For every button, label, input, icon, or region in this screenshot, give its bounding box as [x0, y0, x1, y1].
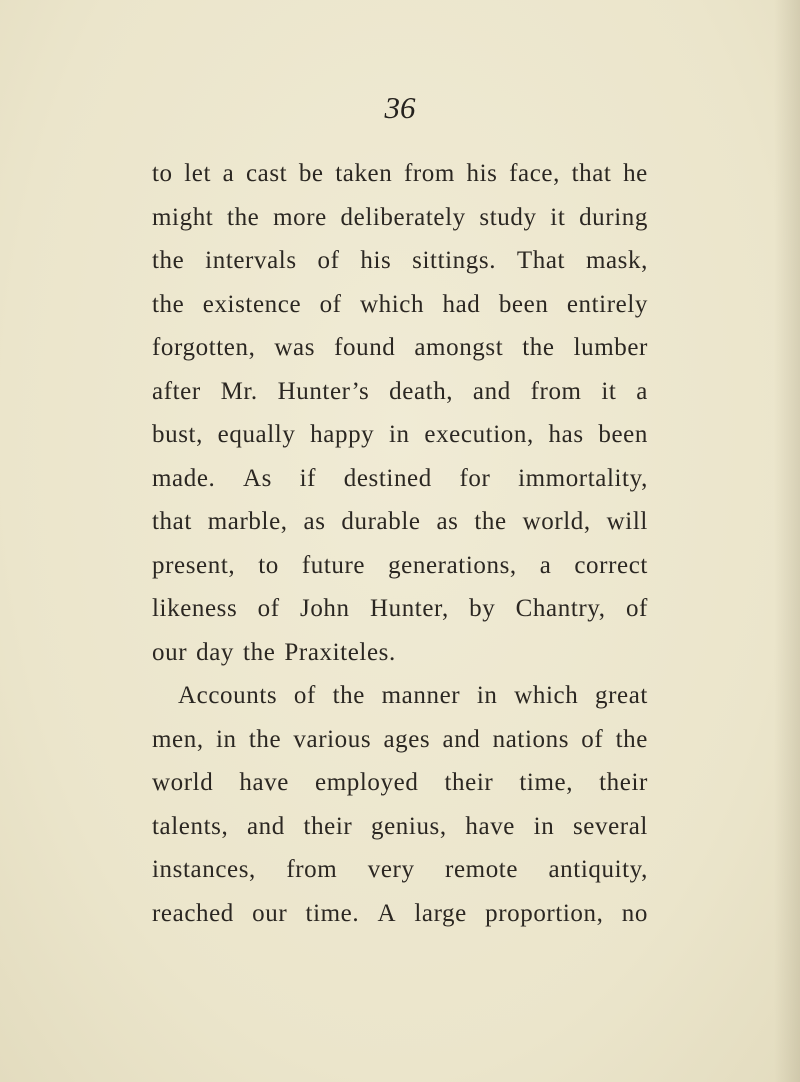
text-line	[152, 326, 648, 370]
word: in	[389, 421, 410, 448]
word: have	[239, 769, 289, 796]
word: had	[442, 290, 481, 318]
word: reached	[152, 899, 234, 927]
word: of	[319, 290, 342, 318]
text-line	[152, 631, 648, 675]
word: lumber	[573, 334, 648, 361]
word: during	[579, 203, 648, 231]
word: forgotten,	[152, 334, 256, 361]
word: his	[360, 247, 392, 274]
word: instances,	[152, 856, 256, 883]
text-line	[152, 718, 648, 762]
word: durable	[341, 508, 421, 535]
word: execution,	[424, 421, 534, 448]
word: the	[152, 247, 185, 274]
word: talents,	[152, 812, 229, 840]
word: marble,	[207, 508, 288, 535]
word: has	[548, 421, 584, 448]
word: entirely	[566, 290, 648, 318]
word: which	[514, 682, 579, 709]
word: our	[252, 899, 288, 927]
word: Chantry,	[515, 595, 606, 622]
word: their	[444, 769, 494, 796]
text-line	[152, 196, 648, 240]
word: intervals	[205, 247, 297, 274]
body-text	[152, 152, 648, 935]
word: of	[293, 682, 316, 709]
text-line	[152, 500, 648, 544]
word: been	[498, 290, 549, 318]
word: death,	[389, 377, 454, 405]
word: nations	[492, 725, 570, 753]
word: let	[184, 160, 212, 187]
word: a	[636, 377, 648, 405]
word: various	[293, 725, 372, 753]
word: in	[476, 682, 498, 709]
word: more	[273, 203, 327, 231]
word: very	[367, 856, 415, 883]
word: cast	[245, 160, 288, 187]
word: it	[550, 203, 566, 231]
text-line	[152, 587, 648, 631]
word: of	[625, 595, 648, 622]
word: made.	[152, 464, 216, 492]
word: and	[472, 377, 511, 405]
word: be	[298, 160, 324, 187]
word: immortality,	[518, 464, 648, 492]
word: correct	[574, 551, 648, 579]
word: John	[300, 595, 350, 622]
word: A	[377, 899, 397, 927]
word: equally	[217, 421, 296, 448]
word: Hunter,	[369, 595, 449, 622]
text-line	[152, 892, 648, 936]
text-line	[152, 457, 648, 501]
word: happy	[310, 421, 375, 448]
word: future	[301, 551, 366, 579]
word: our	[152, 638, 188, 666]
word: by	[469, 595, 496, 622]
text-line	[152, 239, 648, 283]
word: of	[317, 247, 340, 274]
word: deliberately	[340, 203, 466, 231]
word: time.	[305, 899, 360, 927]
word: found	[334, 334, 396, 361]
word: might	[152, 203, 214, 231]
word: their	[303, 812, 353, 840]
word: the	[332, 682, 365, 709]
word: Mr.	[220, 377, 258, 405]
word: have	[465, 812, 515, 840]
word: world,	[522, 508, 591, 535]
word: several	[572, 812, 648, 840]
word: after	[152, 377, 201, 405]
word: and	[246, 812, 285, 840]
word: large	[414, 899, 467, 927]
word: world	[152, 769, 214, 796]
word: which	[360, 290, 425, 318]
word: destined	[343, 464, 432, 492]
text-line	[152, 805, 648, 849]
word: to	[258, 551, 279, 579]
word: taken	[335, 160, 393, 187]
word: Hunter’s	[277, 377, 370, 405]
text-line	[152, 544, 648, 588]
word: employed	[315, 769, 419, 796]
word: time,	[519, 769, 574, 796]
word: in	[215, 725, 237, 753]
word: manner	[381, 682, 461, 709]
word: as	[436, 508, 459, 535]
word: the	[248, 725, 282, 753]
word: proportion,	[485, 899, 604, 927]
word: Praxiteles.	[284, 638, 396, 666]
word: a	[222, 160, 235, 187]
page-number: 36	[384, 90, 416, 125]
word: that	[571, 160, 612, 187]
word: will	[606, 508, 648, 535]
word: genius,	[371, 812, 447, 840]
word: of	[581, 725, 604, 753]
word: ages	[383, 725, 431, 753]
text-line	[152, 152, 648, 196]
word: existence	[202, 290, 302, 318]
word: Accounts	[178, 682, 278, 709]
word: for	[459, 464, 491, 492]
word: That	[516, 247, 566, 274]
word: been	[598, 421, 648, 448]
word: likeness	[152, 595, 238, 622]
word: day	[196, 638, 235, 666]
word: antiquity,	[548, 856, 648, 883]
text-line	[152, 413, 648, 457]
word: men,	[152, 725, 204, 753]
word: the	[615, 725, 648, 753]
word: from	[403, 160, 455, 187]
word: to	[152, 160, 173, 187]
text-line	[152, 370, 648, 414]
word: from	[530, 377, 582, 405]
word: of	[257, 595, 280, 622]
word: sittings.	[412, 247, 497, 274]
word: amongst	[414, 334, 504, 361]
word: if	[299, 464, 317, 492]
word: the	[522, 334, 555, 361]
word: from	[286, 856, 338, 883]
text-line	[152, 848, 648, 892]
word: study	[479, 203, 537, 231]
text-line	[152, 283, 648, 327]
word: his	[466, 160, 498, 187]
word: he	[623, 160, 648, 187]
word: mask,	[585, 247, 648, 274]
word: a	[539, 551, 552, 579]
word: remote	[445, 856, 519, 883]
word: that	[152, 508, 192, 535]
word: face,	[509, 160, 560, 187]
word: was	[274, 334, 316, 361]
word: the	[152, 290, 185, 318]
word: As	[243, 464, 272, 492]
word: generations,	[388, 551, 517, 579]
word: in	[533, 812, 555, 840]
word: the	[474, 508, 507, 535]
text-line	[152, 761, 648, 805]
word: it	[601, 377, 617, 405]
word: present,	[152, 551, 236, 579]
word: bust,	[152, 421, 203, 448]
word: the	[227, 203, 260, 231]
word: and	[442, 725, 481, 753]
word: great	[594, 682, 648, 709]
word: as	[303, 508, 326, 535]
text-line	[152, 674, 648, 718]
word: the	[243, 638, 276, 666]
page-edge-shadow	[774, 0, 800, 1082]
word: their	[599, 769, 648, 796]
word: no	[621, 899, 648, 927]
